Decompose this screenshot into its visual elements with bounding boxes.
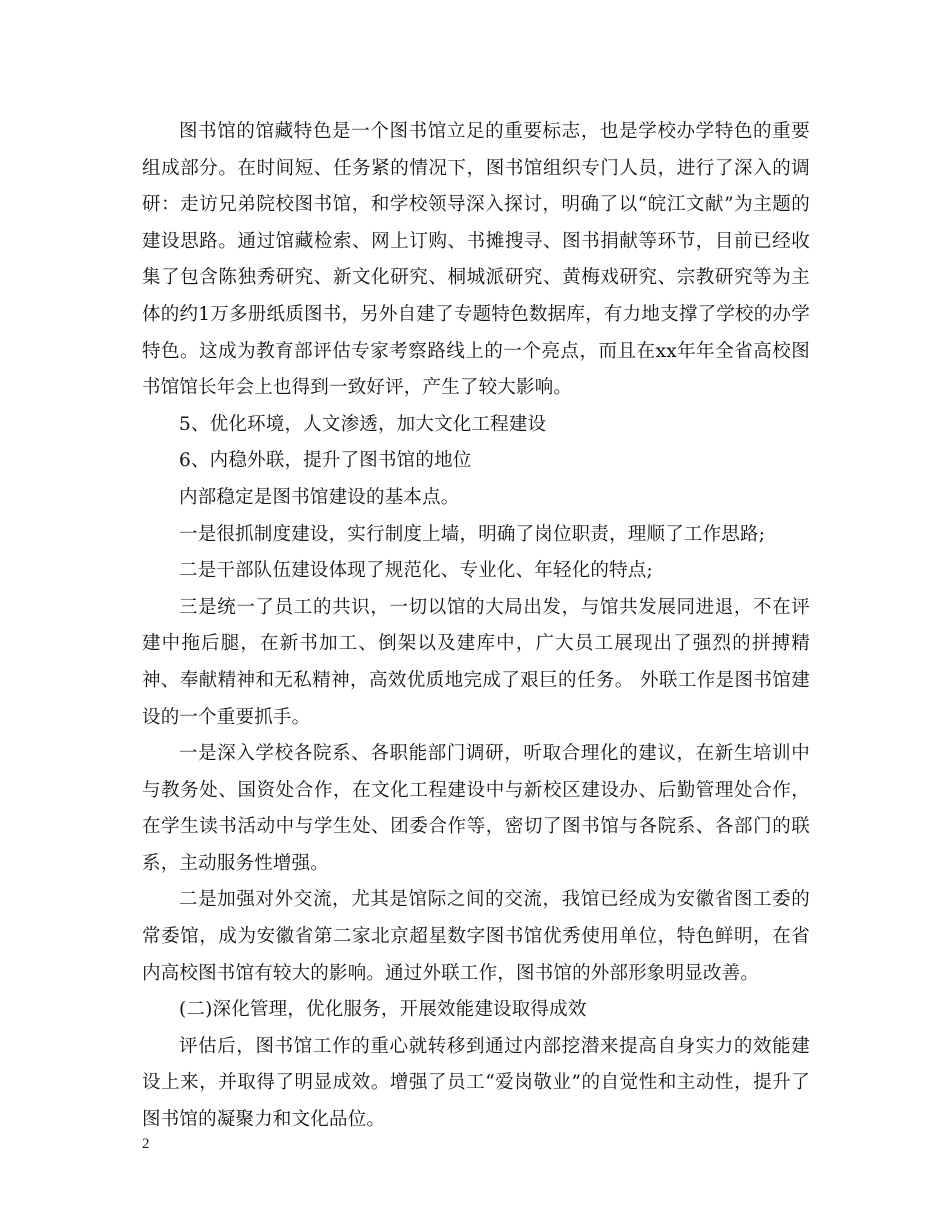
paragraph-team-building: 二是干部队伍建设体现了规范化、专业化、年轻化的特点; bbox=[179, 560, 653, 582]
paragraph-campus-cooperation: 一是深入学校各院系、各职能部门调研，听取合理化的建议，在新生培训中与教务处、国资处合作，在文化工程建设中与新校区建设办、后勤管理处合作，在学生读书活动中与学生处、团委合作等，密切了图书馆与各院系、各部门的联系，主动服务性增强。 bbox=[142, 743, 810, 874]
section-heading-management: (二)深化管理，优化服务，开展效能建设取得成效 bbox=[179, 999, 587, 1021]
paragraph-external-exchange: 二是加强对外交流，尤其是馆际之间的交流，我馆已经成为安徽省图工委的常委馆，成为安徽省第二家北京超星数字图书馆优秀使用单位，特色鲜明，在省内高校图书馆有较大的影响。通过外联工作，图书馆的外部形象明显改善。 bbox=[142, 889, 810, 984]
paragraph-efficiency-building: 评估后，图书馆工作的重心就转移到通过内部挖潜来提高自身实力的效能建设上来，并取得了明显成效。增强了员工“爱岗敬业”的自觉性和主动性，提升了图书馆的凝聚力和文化品位。 bbox=[142, 1035, 810, 1131]
heading-environment-culture: 5、优化环境，人文渗透，加大文化工程建设 bbox=[179, 413, 547, 435]
paragraph-collection-feature: 图书馆的馆藏特色是一个图书馆立足的重要标志，也是学校办学特色的重要组成部分。在时间短、任务紧的情况下，图书馆组织专门人员，进行了深入的调研：走访兄弟院校图书馆，和学校领导深入探讨，明确了以“皖江文献”为主题的建设思路。通过馆藏检索、网上订购、书摊搜寻、图书捐献等环节，目前已经收集了包含陈独秀研究、新文化研究、桐城派研究、黄梅戏研究、宗教研究等为主体的约1万多册纸质图书，另外自建了专题特色数据库，有力地支撑了学校的办学特色。这成为教育部评估专家考察路线上的一个亮点，而且在xx年年全省高校图书馆馆长年会上也得到一致好评，产生了较大影响。 bbox=[142, 121, 810, 399]
document-body bbox=[142, 114, 810, 1139]
paragraph-internal-stability: 内部稳定是图书馆建设的基本点。 bbox=[179, 486, 460, 508]
paragraph-staff-consensus: 三是统一了员工的共识，一切以馆的大局出发，与馆共发展同进退，不在评建中拖后腿，在新书加工、倒架以及建库中，广大员工展现出了强烈的拼搏精神、奉献精神和无私精神，高效优质地完成了艰巨的任务。 外联工作是图书馆建设的一个重要抓手。 bbox=[142, 596, 810, 728]
paragraph-system-building: 一是很抓制度建设，实行制度上墙，明确了岗位职责，理顺了工作思路; bbox=[179, 523, 766, 545]
page-number: 2 bbox=[142, 1136, 150, 1152]
heading-internal-external: 6、内稳外联，提升了图书馆的地位 bbox=[179, 450, 472, 472]
